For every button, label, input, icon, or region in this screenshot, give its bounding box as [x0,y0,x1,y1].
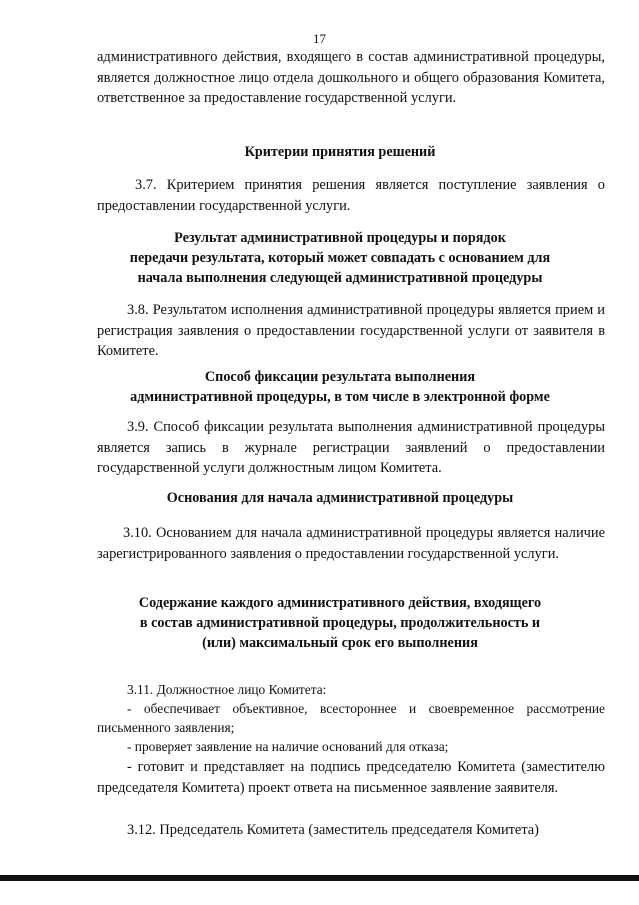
heading-line: начала выполнения следующей административной процедуры [137,270,543,286]
list-item-ensure-review: - обеспечивает объективное, всестороннее и своевременное рассмотрение письменного заявления; [97,701,605,735]
heading-line: Содержание каждого административного действия, входящего [138,595,542,611]
heading-line: (или) максимальный срок его выполнения [202,635,478,651]
list-item-prepare-response: - готовит и представляет на подпись председателю Комитета (заместителю председателя Комитета) проект ответа на письменное заявление заявителя. [97,759,605,796]
heading-line: Основания для начала административной процедуры [166,490,514,506]
heading-line: в состав административной процедуры, продолжительность и [139,615,541,631]
paragraph-3-8: 3.8. Результатом исполнения административной процедуры является прием и регистрация заявления о предоставлении государственной услуги от заявителя в Комитете. [97,302,605,359]
paragraph-responsible-official: административного действия, входящего в состав административной процедуры, является должностное лицо отдела дошкольного и общего образования Комитета, ответственное за предоставление государственной услуги. [97,49,605,106]
list-item-check-refusal: - проверяет заявление на наличие оснований для отказа; [127,739,449,754]
paragraph-3-12: 3.12. Председатель Комитета (заместитель председателя Комитета) [127,822,539,838]
heading-line: передачи результата, который может совпадать с основанием для [129,250,551,266]
section-heading-action-content [60,593,620,653]
page-number: 17 [313,31,326,46]
heading-line: Способ фиксации результата выполнения [204,369,476,385]
section-heading-procedure-grounds [60,488,620,508]
section-heading-decision-criteria [60,142,620,162]
paragraph-3-10: 3.10. Основанием для начала административной процедуры является наличие зарегистрированного заявления о предоставлении государственной услуги. [97,525,605,562]
section-heading-procedure-result [60,228,620,288]
heading-line: Результат административной процедуры и порядок [174,230,506,246]
bottom-border-line [0,875,639,881]
heading-line: административной процедуры, в том числе в электронной форме [130,389,550,405]
section-heading-result-recording [60,367,620,407]
paragraph-3-11: 3.11. Должностное лицо Комитета: [127,682,327,697]
paragraph-3-7: 3.7. Критерием принятия решения является поступление заявления о предоставлении государственной услуги. [97,177,605,214]
paragraph-3-9: 3.9. Способ фиксации результата выполнения административной процедуры является запись в журнале регистрации заявлений о предоставлении государственной услуги должностным лицом Комитета. [97,419,605,476]
heading-line: Критерии принятия решений [244,144,436,160]
